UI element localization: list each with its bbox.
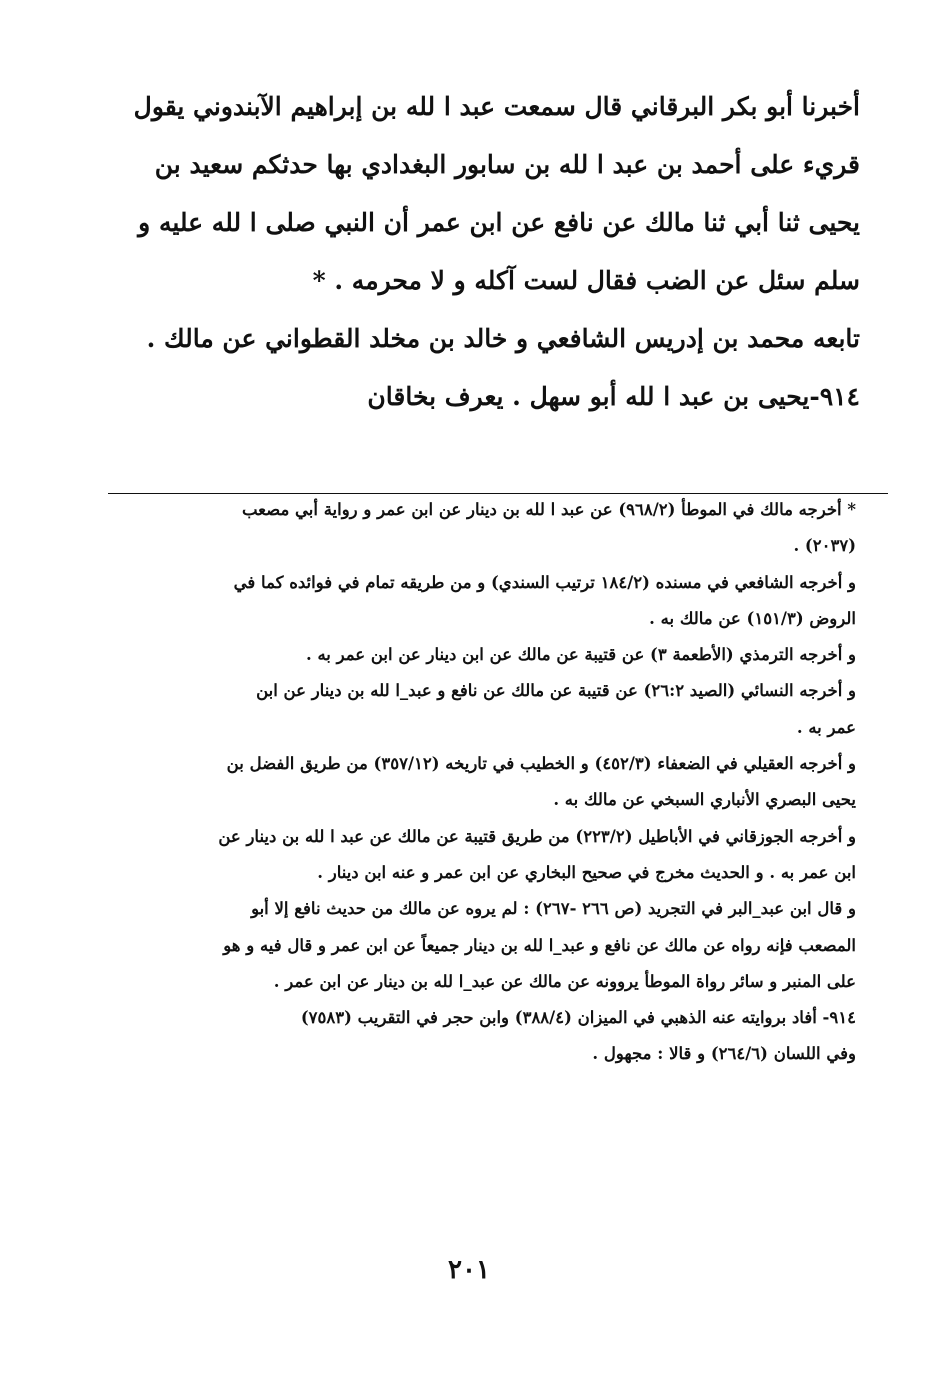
main-text-line: ٩١٤-يحيى بن عبد ا لله أبو سهل . يعرف بخاقان	[367, 382, 860, 411]
page-number: ٢٠١	[448, 1255, 490, 1285]
footnote-line: على المنبر و سائر رواة الموطأ يروونه عن مالك عن عبد_ا لله بن دينار عن ابن عمر .	[273, 971, 856, 991]
footnote-line: ابن عمر به . و الحديث مخرج في صحيح البخاري عن ابن عمر و عنه ابن دينار .	[317, 862, 856, 882]
footnote-line: و أخرجه النسائي (الصيد ٢٦:٢) عن قتيبة عن مالك عن نافع و عبد_ا لله بن دينار عن ابن	[256, 681, 856, 701]
footnote-line: المصعب فإنه رواه عن مالك عن نافع و عبد_ا لله بن دينار جميعاً عن ابن عمر و قال فيه و هو	[223, 935, 856, 955]
footnotes-block	[106, 492, 856, 1073]
footnote-line: و أخرجه العقيلي في الضعفاء (٤٥٢/٣) و الخطيب في تاريخه (٣٥٧/١٢) من طريق الفضل بن	[226, 754, 856, 774]
footnote-line: و أخرجه الجوزقاني في الأباطيل (٢٢٣/٢) من طريق قتيبة عن مالك عن عبد ا لله بن دينار عن	[218, 826, 856, 846]
main-text-line: قريء على أحمد بن عبد ا لله بن سابور البغدادي بها حدثكم سعيد بن	[154, 150, 860, 179]
footnote-line: و قال ابن عبد_البر في التجريد (ص ٢٦٦ -٢٦٧) : لم يروه عن مالك من حديث نافع إلا أبو	[251, 899, 856, 919]
footnote-line: عمر به .	[796, 717, 856, 737]
main-text-block	[120, 78, 860, 426]
main-text-line: أخبرنا أبو بكر البرقاني قال سمعت عبد ا لله بن إبراهيم الآبندوني يقول	[133, 92, 860, 121]
footnote-line: (٢٠٣٧) .	[793, 536, 856, 556]
main-text-line: يحيى ثنا أبي ثنا مالك عن نافع عن ابن عمر أن النبي صلى ا لله عليه و	[138, 208, 860, 237]
footnote-line: و أخرجه الترمذي (الأطعمة ٣) عن قتيبة عن مالك عن ابن دينار عن ابن عمر به .	[305, 645, 856, 665]
main-text-line: سلم سئل عن الضب فقال لست آكله و لا محرمه . *	[312, 266, 860, 295]
footnote-line: و أخرجه الشافعي في مسنده (١٨٤/٢ ترتيب السندي) و من طريقه تمام في فوائده كما في	[233, 572, 856, 592]
footnote-line: الروض (١٥١/٣) عن مالك به .	[649, 608, 856, 628]
footnote-line: يحيى البصري الأنباري السبخي عن مالك به .	[553, 790, 856, 810]
footnote-line: * أخرجه مالك في الموطأ (٩٦٨/٢) عن عبد ا لله بن دينار عن ابن عمر و رواية أبي مصعب	[241, 500, 856, 519]
footnote-line: ٩١٤- أفاد بروايته عنه الذهبي في الميزان (٣٨٨/٤) وابن حجر في التقريب (٧٥٨٣)	[300, 1008, 856, 1028]
footnote-line: وفي اللسان (٢٦٤/٦) و قالا : مجهول .	[592, 1044, 856, 1064]
main-text-line: تابعه محمد بن إدريس الشافعي و خالد بن مخلد القطواني عن مالك .	[146, 324, 860, 353]
